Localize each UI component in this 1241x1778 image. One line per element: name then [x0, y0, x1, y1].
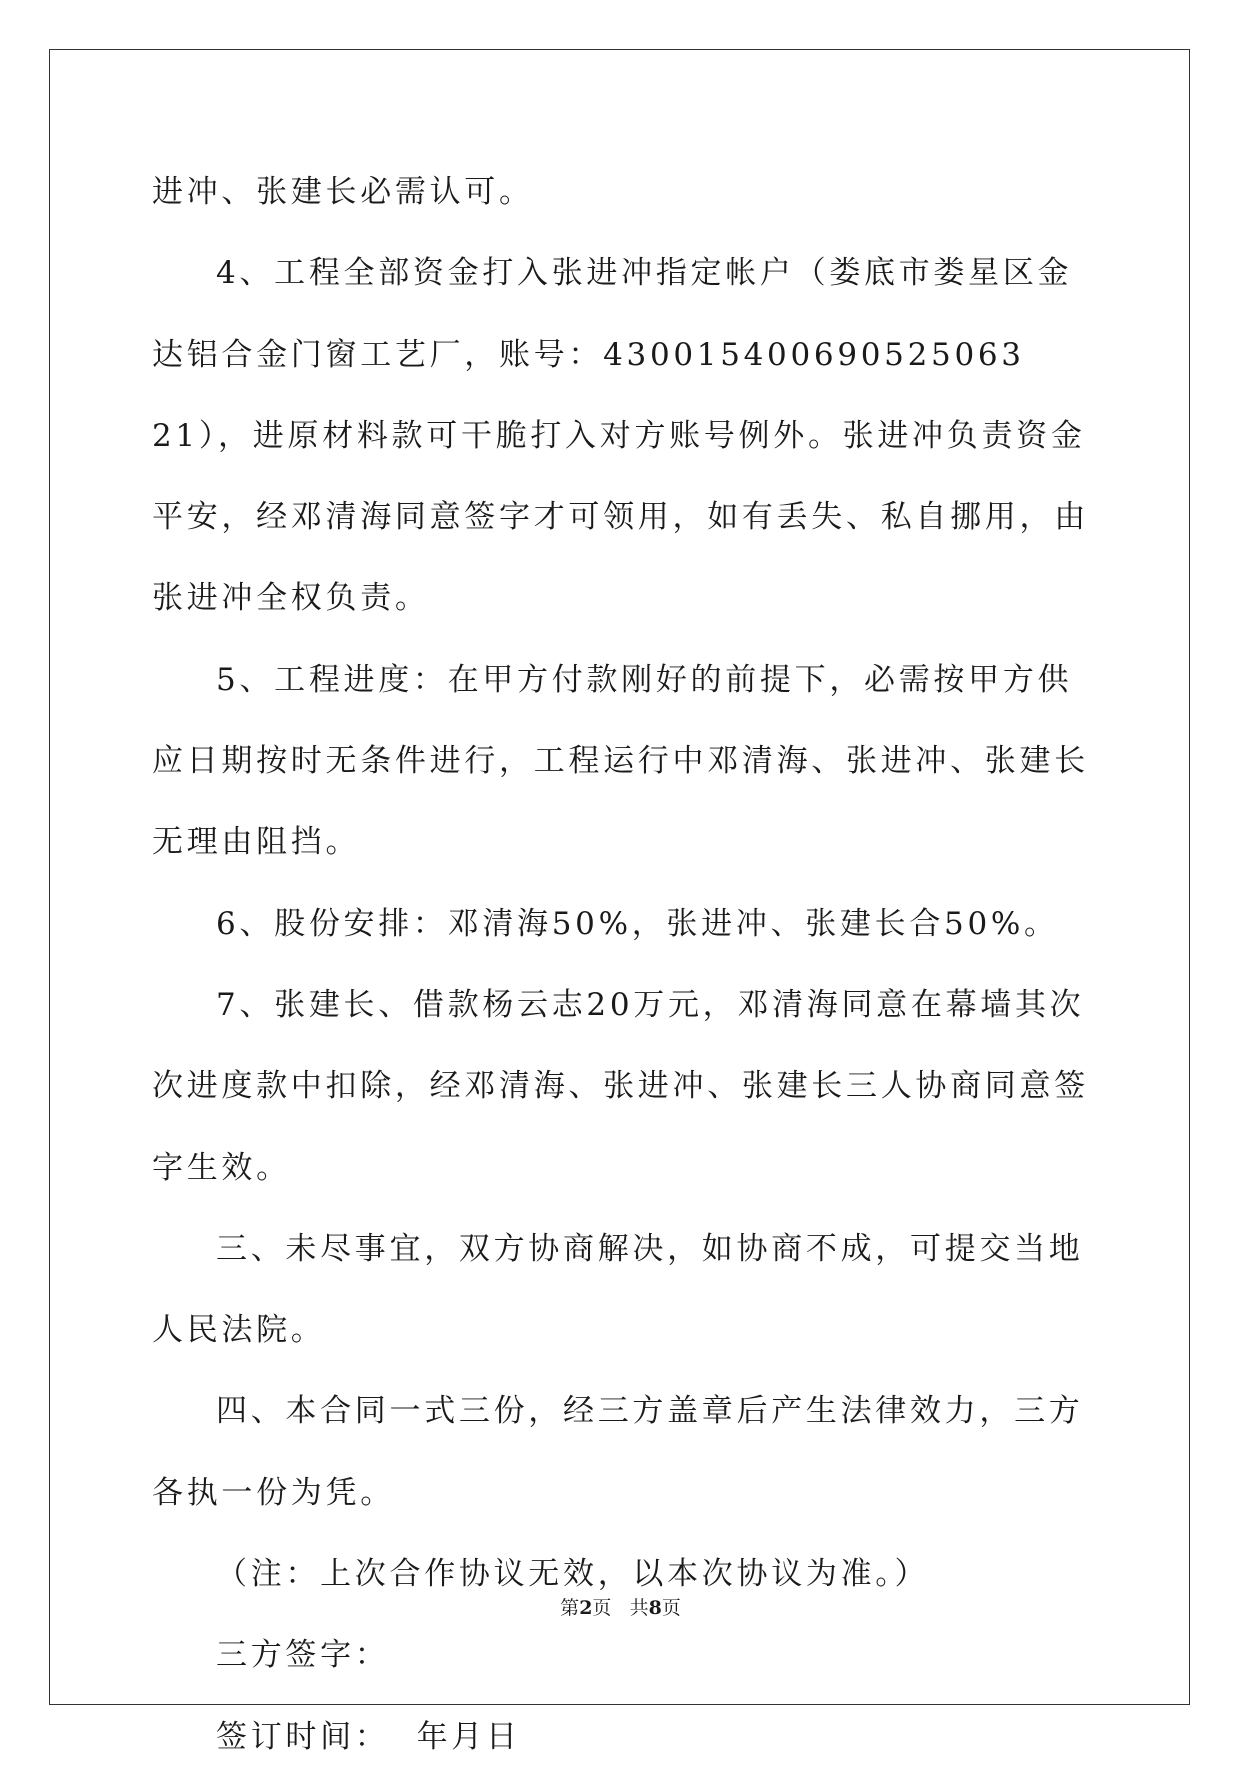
paragraph: 5、工程进度：在甲方付款刚好的前提下，必需按甲方供应日期按时无条件进行，工程运行中邓清海、张进冲、张建长无理由阻挡。: [152, 661, 1089, 861]
paragraph: 签订时间： 年月日: [216, 1718, 521, 1755]
paragraph: 4、工程全部资金打入张进冲指定帐户（娄底市娄星区金达铝合金门窗工艺厂，账号：430015400690525063 21），进原材料款可干脆打入对方账号例外。张进冲负责资金平安，经邓清海同意签字才可领用，如有丢失、私自挪用，由张进冲全权负责。: [152, 255, 1089, 617]
document-body: [152, 152, 1090, 1778]
total-pages: 8: [648, 1597, 662, 1619]
page-number: 2: [579, 1597, 593, 1619]
page-footer: [0, 1593, 1241, 1620]
page-suffix: 页: [592, 1597, 612, 1619]
paragraph: 三、未尽事宜，双方协商解决，如协商不成，可提交当地人民法院。: [152, 1230, 1084, 1349]
page-prefix: 第: [560, 1597, 580, 1619]
paragraph: 7、张建长、借款杨云志20万元，邓清海同意在幕墙其次次进度款中扣除，经邓清海、张进冲、张建长三人协商同意签字生效。: [152, 986, 1089, 1186]
paragraph: 四、本合同一式三份，经三方盖章后产生法律效力，三方各执一份为凭。: [152, 1393, 1084, 1511]
total-prefix: 共: [629, 1597, 649, 1619]
total-suffix: 页: [661, 1597, 681, 1619]
paragraph: （注：上次合作协议无效，以本次协议为准。）: [216, 1556, 930, 1593]
paragraph: 进冲、张建长必需认可。: [152, 174, 534, 210]
paragraph: 三方签字：: [216, 1637, 390, 1674]
paragraph: 6、股份安排：邓清海50%，张进冲、张建长合50%。: [216, 905, 1059, 942]
